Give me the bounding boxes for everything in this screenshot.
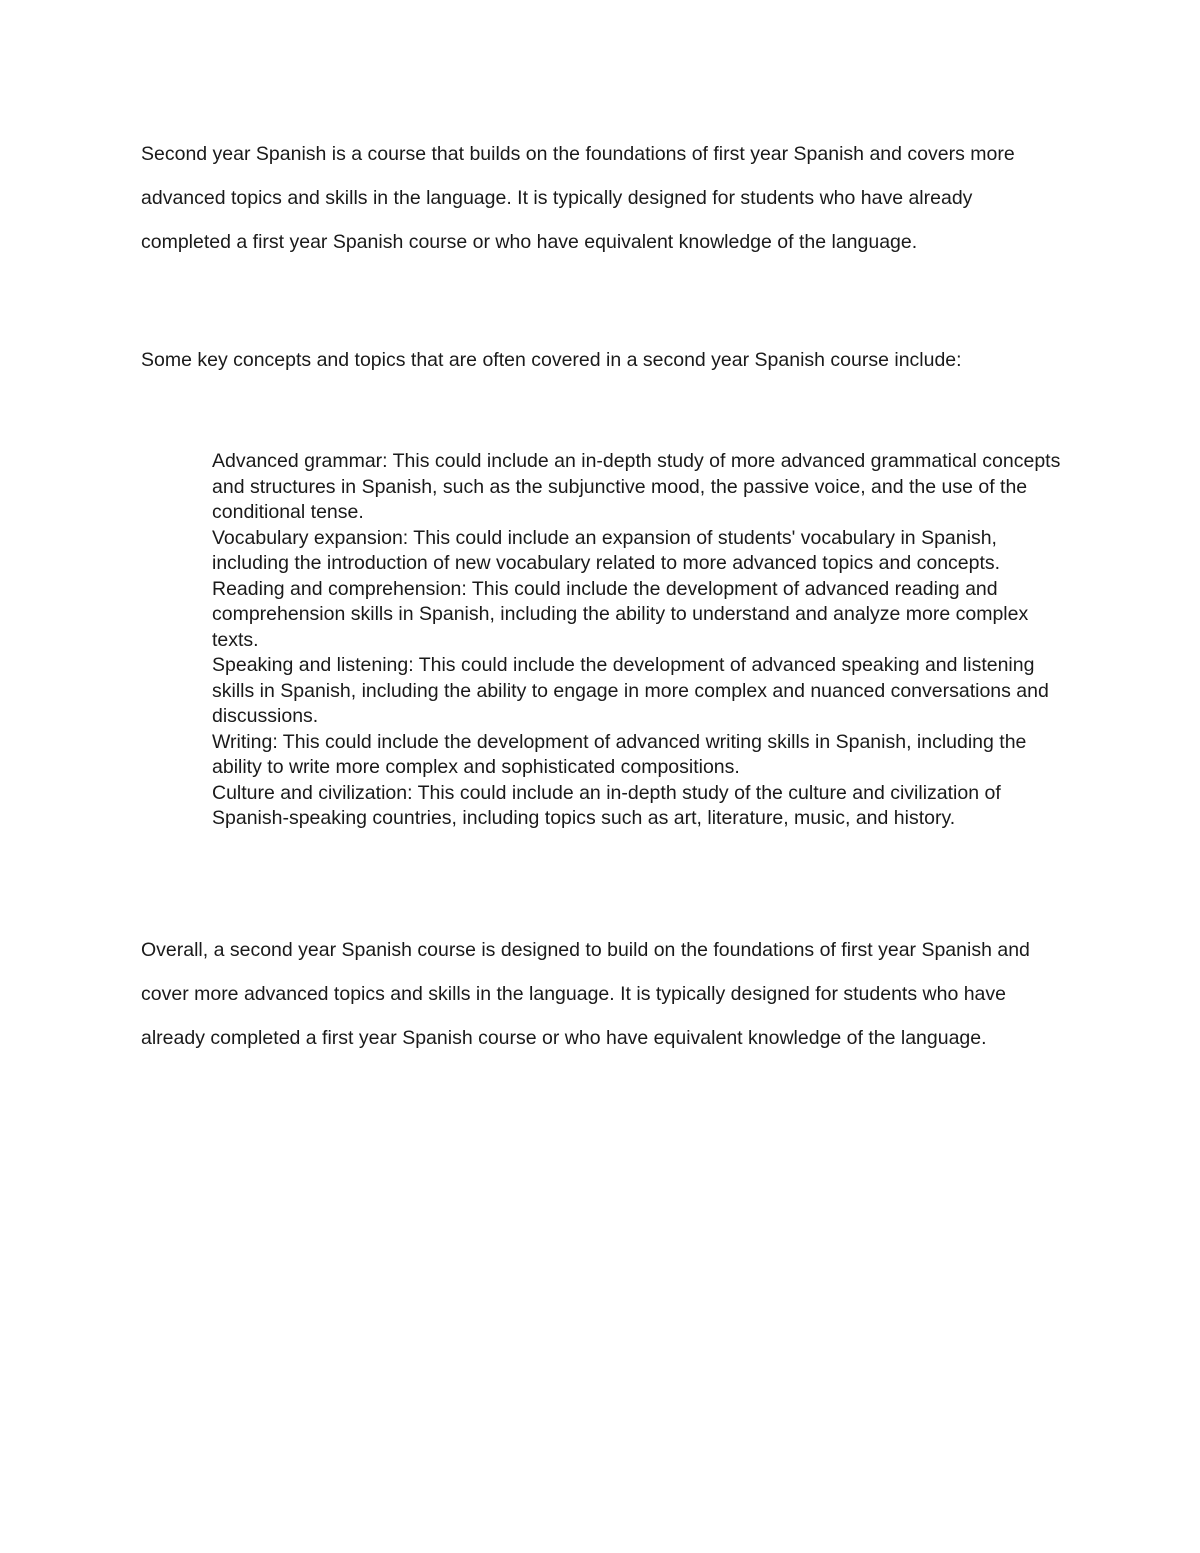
- conclusion-paragraph: Overall, a second year Spanish course is designed to build on the foundations of first year Spanish and cover more advanced topics and skills in the language. It is typically designed for students who have already completed a first year Spanish course or who have equivalent knowledge of the language.: [141, 939, 1030, 1049]
- topic-item-reading-comprehension: Reading and comprehension: This could include the development of advanced reading and comprehension skills in Spanish, including the ability to understand and analyze more complex texts.: [212, 577, 1029, 651]
- topic-item-writing: Writing: This could include the development of advanced writing skills in Spanish, including the ability to write more complex and sophisticated compositions.: [212, 730, 1027, 778]
- intro-paragraph: Second year Spanish is a course that builds on the foundations of first year Spanish and covers more advanced topics and skills in the language. It is typically designed for students who have already completed a first year Spanish course or who have equivalent knowledge of the language.: [141, 143, 1015, 253]
- topic-item-speaking-listening: Speaking and listening: This could include the development of advanced speaking and listening skills in Spanish, including the ability to engage in more complex and nuanced conversations and discussions.: [212, 654, 1049, 727]
- topic-item-culture-civilization: Culture and civilization: This could include an in-depth study of the culture and civilization of Spanish-speaking countries, including topics such as art, literature, music, and history.: [212, 781, 1001, 829]
- topic-item-vocabulary-expansion: Vocabulary expansion: This could include an expansion of students' vocabulary in Spanish, including the introduction of new vocabulary related to more advanced topics and concepts.: [212, 526, 1001, 574]
- topics-list: [212, 449, 1072, 832]
- topics-lead-paragraph: Some key concepts and topics that are often covered in a second year Spanish course include:: [141, 349, 962, 371]
- topic-item-advanced-grammar: Advanced grammar: This could include an in-depth study of more advanced grammatical concepts and structures in Spanish, such as the subjunctive mood, the passive voice, and the use of the conditional tense.: [212, 450, 1061, 523]
